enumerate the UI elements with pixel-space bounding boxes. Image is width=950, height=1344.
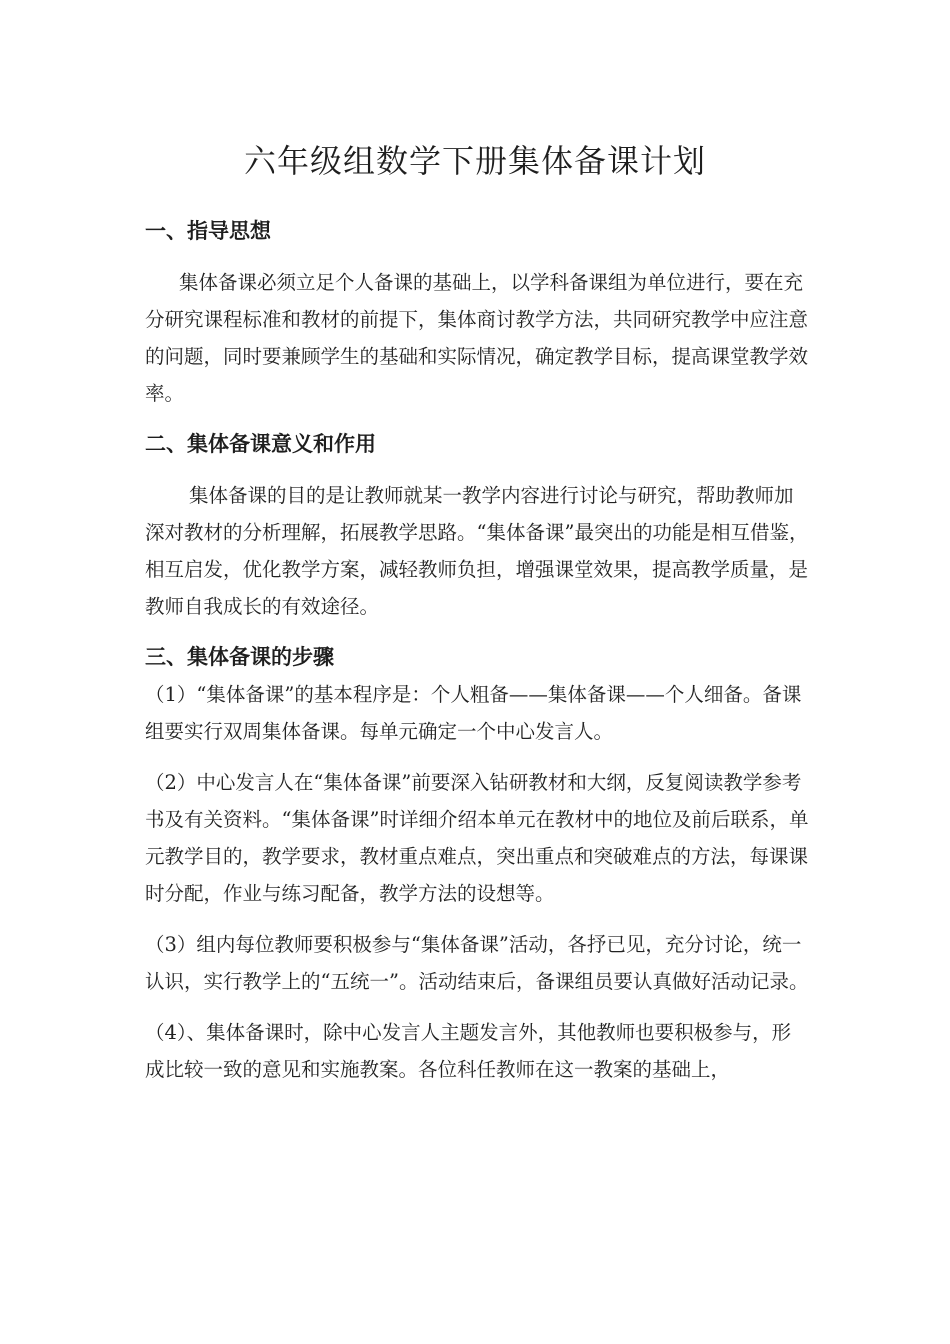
section-heading: 一、指导思想 <box>145 219 271 243</box>
document-title: 六年级组数学下册集体备课计划 <box>243 142 706 180</box>
paragraph: （2）中心发言人在“集体备课”前要深入钻研教材和大纲，反复阅读教学参考书及有关资料。“集体备课”时详细介绍本单元在教材中的地位及前后联系，单元教学目的，教学要求，教材重点难点，突出重点和突破难点的方法，每课课时分配，作业与练习配备，教学方法的设想等。 <box>145 771 809 905</box>
paragraph: （4）、集体备课时，除中心发言人主题发言外，其他教师也要积极参与，形成比较一致的意见和实施教案。各位科任教师在这一教案的基础上， <box>145 1021 792 1081</box>
section-guiding-ideology <box>145 212 810 412</box>
paragraph: （1）“集体备课”的基本程序是：个人粗备——集体备课——个人细备。备课组要实行双周集体备课。每单元确定一个中心发言人。 <box>145 683 802 743</box>
paragraph: 集体备课的目的是让教师就某一教学内容进行讨论与研究，帮助教师加深对教材的分析理解，拓展教学思路。“集体备课”最突出的功能是相互借鉴，相互启发，优化教学方案，减轻教师负担，增强课堂效果，提高教学质量，是教师自我成长的有效途径。 <box>145 484 809 618</box>
document-body <box>145 212 810 1088</box>
section-significance <box>145 425 810 625</box>
section-steps <box>145 638 810 1088</box>
paragraph: 集体备课必须立足个人备课的基础上，以学科备课组为单位进行，要在充分研究课程标准和教材的前提下，集体商讨教学方法，共同研究教学中应注意的问题，同时要兼顾学生的基础和实际情况，确定教学目标，提高课堂教学效率。 <box>145 271 809 405</box>
section-heading: 二、集体备课意义和作用 <box>145 432 376 456</box>
section-heading: 三、集体备课的步骤 <box>145 645 334 669</box>
paragraph: （3）组内每位教师要积极参与“集体备课”活动，各抒已见，充分讨论，统一认识，实行教学上的“五统一”。活动结束后，备课组员要认真做好活动记录。 <box>145 933 809 993</box>
